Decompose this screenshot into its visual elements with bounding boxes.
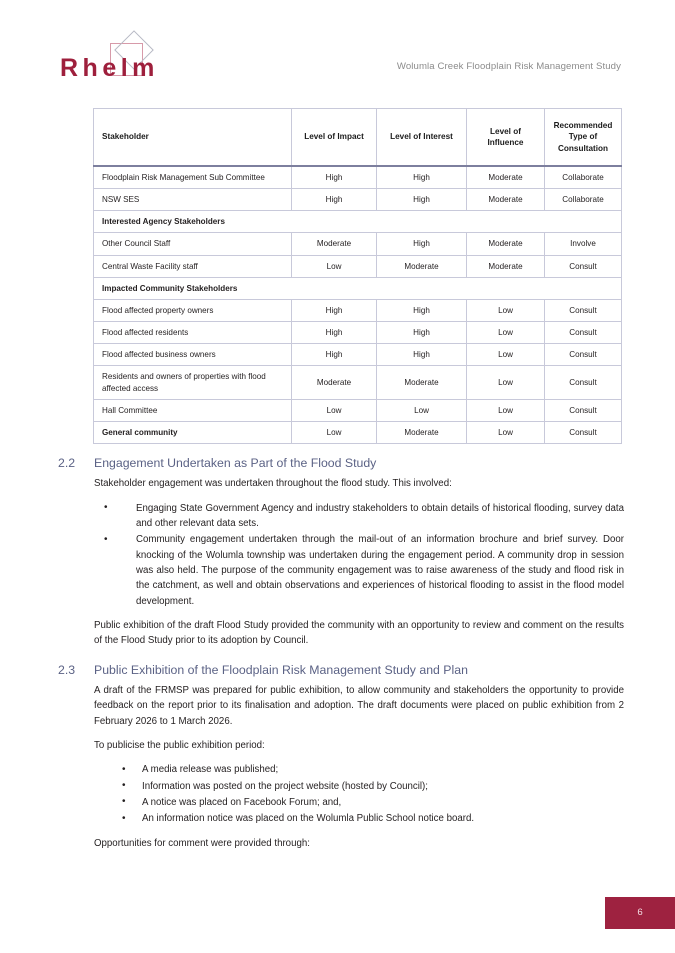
section-2-3-closing: Opportunities for comment were provided through: [94,837,310,849]
column-header-recommended-consultation: Recommended Type of Consultation [545,109,622,167]
column-header-level-of-influence: Level of Influence [467,109,545,167]
table-row [94,211,622,233]
cell-value: High [377,322,467,344]
cell-stakeholder: Floodplain Risk Management Sub Committee [94,166,292,189]
section-2-2-bullet-list [94,501,624,609]
table-row [94,366,622,399]
cell-value: Moderate [467,189,545,211]
cell-value: High [292,299,377,321]
cell-value: High [292,189,377,211]
logo-wordmark: Rhelm [60,54,159,82]
publicise-lead-in: To publicise the public exhibition period: [94,739,265,751]
rhelm-logo [58,34,238,88]
table-row [94,421,622,443]
list-item: • Engaging State Government Agency and industry stakeholders to obtain details of historical flooding, survey data and other relevant data sets. [94,501,624,532]
cell-value: High [292,322,377,344]
stakeholder-analysis-table [93,108,622,444]
footer-page-bar [605,897,675,929]
cell-value: High [292,166,377,189]
section-number-2-2: 2.2 [58,456,76,470]
cell-value: Consult [545,299,622,321]
cell-value: Low [292,255,377,277]
list-item: • Community engagement undertaken through the mail-out of an information brochure and brief survey. Door knocking of the Wolumla township was undertaken during the engagement period. A community drop in session was also held. The purpose of the community engagement was to raise awareness of the study and flood risk in the catchment, as well and obtain observations and experiences of historical flooding to assist in the flood model development. [94,532,624,609]
cell-value: Consult [545,399,622,421]
cell-value: Moderate [467,233,545,255]
column-header-level-of-interest: Level of Interest [377,109,467,167]
cell-value: High [377,299,467,321]
table-header [94,109,622,167]
cell-value: Low [467,399,545,421]
table-body [94,166,622,444]
page-header [58,28,621,86]
table-group-heading: Impacted Community Stakeholders [94,277,622,299]
section-2-2-intro: Stakeholder engagement was undertaken throughout the flood study. This involved: [94,478,452,490]
cell-stakeholder: Residents and owners of properties with flood affected access [94,366,292,399]
cell-value: Collaborate [545,166,622,189]
cell-value: Low [467,344,545,366]
table-row [94,299,622,321]
cell-stakeholder: NSW SES [94,189,292,211]
header-document-title: Wolumla Creek Floodplain Risk Management Study [396,61,621,72]
cell-value: Moderate [377,421,467,443]
page-number: 6 [637,907,643,918]
cell-stakeholder: Flood affected business owners [94,344,292,366]
cell-value: Consult [545,366,622,399]
column-header-level-of-impact: Level of Impact [292,109,377,167]
table-row [94,399,622,421]
cell-value: Consult [545,344,622,366]
cell-value: Moderate [467,255,545,277]
cell-value: Low [467,322,545,344]
table-group-heading: Interested Agency Stakeholders [94,211,622,233]
cell-value: Involve [545,233,622,255]
cell-value: Low [467,366,545,399]
section-number-2-3: 2.3 [58,662,76,677]
cell-stakeholder: General community [94,421,292,443]
cell-value: Low [377,399,467,421]
cell-value: Low [292,421,377,443]
document-content [58,456,624,860]
cell-stakeholder: Flood affected property owners [94,299,292,321]
section-2-2-closing: Public exhibition of the draft Flood Study provided the community with an opportunity to review and comment on the results of the Flood Study prior to its adoption by Council. [94,619,624,647]
cell-value: Consult [545,255,622,277]
table-row [94,255,622,277]
cell-value: Moderate [377,255,467,277]
cell-value: Moderate [292,233,377,255]
publicise-bullet-list [94,762,624,826]
section-heading-2-2 [58,456,624,471]
list-item: • A notice was placed on Facebook Forum; and, [94,795,624,810]
cell-value: High [377,189,467,211]
cell-value: Consult [545,322,622,344]
list-item: • Information was posted on the project website (hosted by Council); [94,779,624,794]
section-title-2-2: Engagement Undertaken as Part of the Flood Study [94,456,377,470]
table-row [94,233,622,255]
cell-stakeholder: Hall Committee [94,399,292,421]
cell-value: Low [467,299,545,321]
cell-value: Consult [545,421,622,443]
table-row [94,322,622,344]
table-header-row [94,109,622,167]
cell-stakeholder: Flood affected residents [94,322,292,344]
cell-value: Moderate [467,166,545,189]
section-title-2-3: Public Exhibition of the Floodplain Risk Management Study and Plan [94,662,468,677]
cell-value: Low [467,421,545,443]
cell-value: High [377,166,467,189]
cell-value: Moderate [292,366,377,399]
table-row [94,166,622,189]
cell-value: High [377,233,467,255]
table-row [94,344,622,366]
section-heading-2-3 [58,663,624,678]
list-item: • A media release was published; [94,762,624,777]
section-2-2-body [94,476,624,648]
cell-stakeholder: Central Waste Facility staff [94,255,292,277]
cell-value: High [292,344,377,366]
table-row [94,189,622,211]
cell-value: Moderate [377,366,467,399]
list-item: • An information notice was placed on the Wolumla Public School notice board. [94,811,624,826]
table-row [94,277,622,299]
cell-value: Collaborate [545,189,622,211]
cell-value: Low [292,399,377,421]
cell-stakeholder: Other Council Staff [94,233,292,255]
section-2-3-intro: A draft of the FRMSP was prepared for public exhibition, to allow community and stakeholders the opportunity to provide feedback on the report prior to its finalisation and adoption. The draft documents were placed on public exhibition from 2 February 2026 to 1 March 2026. [94,685,624,727]
section-2-3-body [94,683,624,851]
column-header-stakeholder: Stakeholder [94,109,292,167]
cell-value: High [377,344,467,366]
